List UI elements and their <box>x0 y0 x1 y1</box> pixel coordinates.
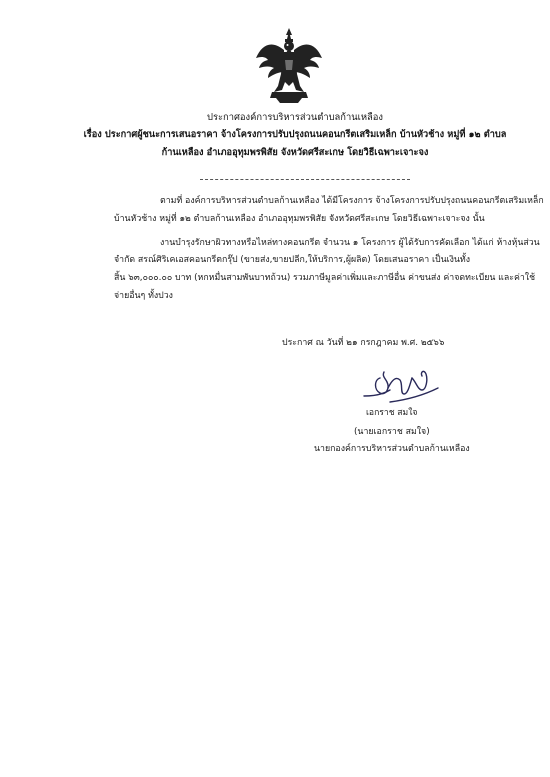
body-paragraph-1-line-1: ตามที่ องค์การบริหารส่วนตำบลก้านเหลือง ได้มีโครงการ จ้างโครงการปรับปรุงถนนคอนกรีตเสริมเหล็ก <box>160 196 544 206</box>
body-paragraph-2-line-1: งานบำรุงรักษาผิวทางหรือไหล่ทางคอนกรีต จำนวน ๑ โครงการ ผู้ได้รับการคัดเลือก ได้แก่ ห้างหุ้นส่วน <box>160 238 540 248</box>
body-paragraph-2-line-4: จ่ายอื่นๆ ทั้งปวง <box>114 291 173 301</box>
divider-line <box>200 179 410 180</box>
body-paragraph-2-line-2: จำกัด สรณ์ศิริเคเอสคอนกรีตกรุ๊ป (ขายส่ง,ขายปลีก,ให้บริการ,ผู้ผลิต) โดยเสนอราคา เป็นเงินทั้ง <box>114 255 471 265</box>
subject-line-2: ก้านเหลือง อำเภออุทุมพรพิสัย จังหวัดศรีสะเกษ โดยวิธีเฉพาะเจาะจง <box>161 147 429 158</box>
signatory-position: นายกองค์การบริหารส่วนตำบลก้านเหลือง <box>314 444 470 454</box>
subject-line-1: เรื่อง ประกาศผู้ชนะการเสนอราคา จ้างโครงการปรับปรุงถนนคอนกรีตเสริมเหล็ก บ้านหัวช้าง หมู่ที่ ๑๒ ตำบล <box>83 129 507 140</box>
body-paragraph-2-line-3: สิ้น ๖๓,๐๐๐.๐๐ บาท (หกหมื่นสามพันบาทถ้วน) รวมภาษีมูลค่าเพิ่มและภาษีอื่น ค่าขนส่ง ค่าจดทะเบียน และค่าใช้ <box>114 273 536 283</box>
signed-name: เอกราช สมใจ <box>366 408 418 418</box>
announcement-title: ประกาศองค์การบริหารส่วนตำบลก้านเหลือง <box>207 112 383 123</box>
signatory-full-name: (นายเอกราช สมใจ) <box>354 427 430 437</box>
garuda-emblem-icon <box>254 26 324 104</box>
body-paragraph-1-line-2: บ้านหัวช้าง หมู่ที่ ๑๒ ตำบลก้านเหลือง อำเภออุทุมพรพิสัย จังหวัดศรีสะเกษ โดยวิธีเฉพาะเจาะจง นั้น <box>114 214 485 224</box>
handwritten-signature <box>360 366 446 406</box>
announcement-date: ประกาศ ณ วันที่ ๒๑ กรกฎาคม พ.ศ. ๒๕๖๖ <box>282 338 445 348</box>
